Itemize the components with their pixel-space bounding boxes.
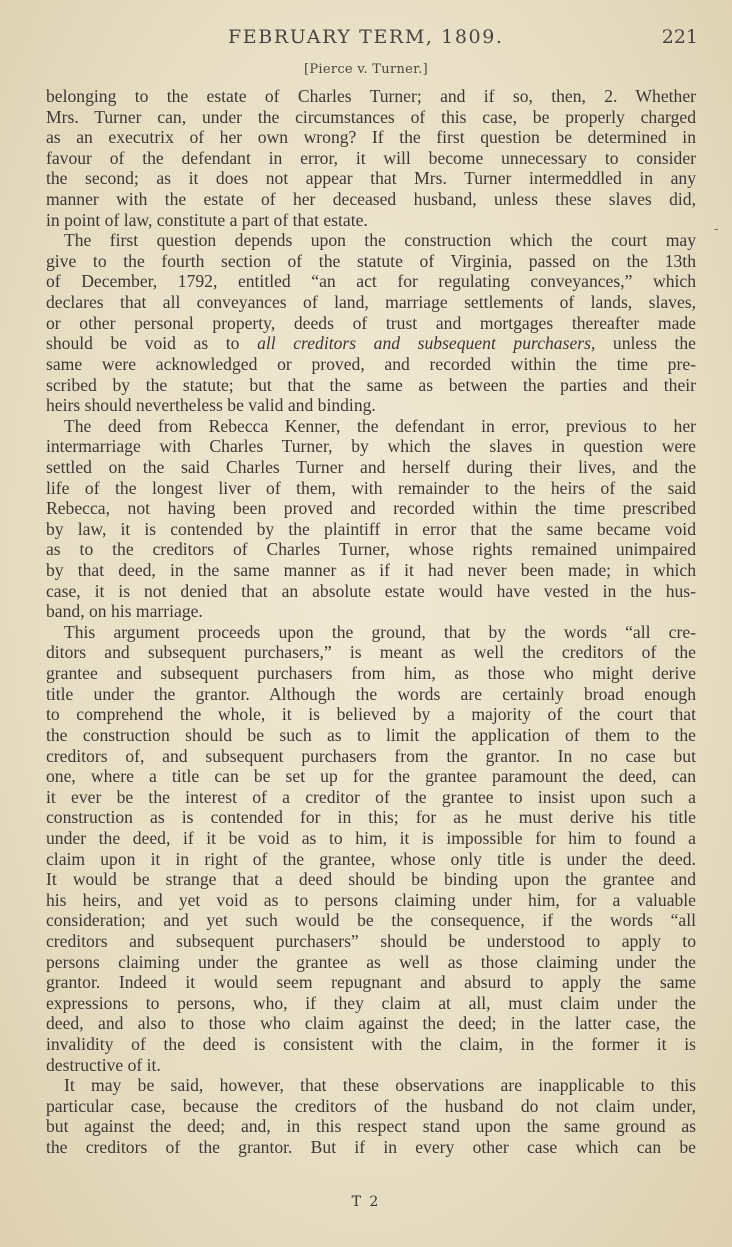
text-line: creditors of, and subsequent purchasers from the grantor. In no case but [46, 745, 696, 766]
text-line: expressions to persons, who, if they claim at all, must claim under the [46, 992, 696, 1013]
margin-mark: - [714, 222, 719, 237]
text-line: same were acknowledged or proved, and recorded within the time pre- [46, 353, 696, 374]
text-line: the construction should be such as to limit the application of them to the [46, 724, 696, 745]
text-line: grantee and subsequent purchasers from him, as those who might derive [46, 663, 696, 684]
text-line: consideration; and yet such would be the consequence, if the words “all [46, 910, 696, 931]
text-line: as to the creditors of Charles Turner, whose rights remained unimpaired [46, 539, 696, 560]
text-line: deed, and also to those who claim against the deed; in the latter case, the [46, 1013, 696, 1034]
text-line: particular case, because the creditors of the husband do not claim under, [46, 1095, 696, 1116]
text-line: settled on the said Charles Turner and herself during their lives, and the [46, 456, 696, 477]
text-line: ditors and subsequent purchasers,” is meant as well the creditors of the [46, 642, 696, 663]
text-line: The first question depends upon the construction which the court may [64, 230, 696, 251]
text-line: manner with the estate of her deceased husband, unless these slaves did, [46, 189, 696, 210]
page-number: 221 [661, 26, 698, 48]
text-line: Rebecca, not having been proved and recorded within the time prescribed [46, 498, 696, 519]
text-line: should be void as to all creditors and subsequent purchasers, unless the [46, 333, 696, 354]
text-line: belonging to the estate of Charles Turner; and if so, then, 2. Whether [46, 86, 696, 106]
text-line: It would be strange that a deed should be binding upon the grantee and [46, 869, 696, 890]
text-line: The deed from Rebecca Kenner, the defendant in error, previous to her [64, 415, 696, 436]
text-line: under the deed, if it be void as to him, it is impossible for him to found a [46, 827, 696, 848]
text-line: claim upon it in right of the grantee, whose only title is under the deed. [46, 848, 696, 869]
text-line: creditors and subsequent purchasers” should be understood to apply to [46, 930, 696, 951]
text-line: intermarriage with Charles Turner, by which the slaves in question were [46, 436, 696, 457]
text-line: heirs should nevertheless be valid and binding. [46, 395, 376, 416]
text-line: invalidity of the deed is consistent with the claim, in the former it is [46, 1034, 696, 1055]
text-line: band, on his marriage. [46, 601, 203, 622]
text-line: by law, it is contended by the plaintiff in error that the same became void [46, 518, 696, 539]
text-line: to comprehend the whole, it is believed by a majority of the court that [46, 704, 696, 725]
text-line: favour of the defendant in error, it will become unnecessary to consider [46, 147, 696, 168]
signature-mark: T 2 [351, 1194, 381, 1210]
text-line: grantor. Indeed it would seem repugnant and absurd to apply the same [46, 972, 696, 993]
text-line: by that deed, in the same manner as if it had never been made; in which [46, 560, 696, 581]
text-line: in point of law, constitute a part of that estate. [46, 209, 368, 230]
text-line: destructive of it. [46, 1054, 161, 1075]
text-line: his heirs, and yet void as to persons claiming under him, for a valuable [46, 889, 696, 910]
text-line: one, where a title can be set up for the grantee paramount the deed, can [46, 766, 696, 787]
text-line: construction as is contended for in this; for as he must derive his title [46, 807, 696, 828]
text-line: scribed by the statute; but that the same as between the parties and their [46, 374, 696, 395]
running-title: FEBRUARY TERM, 1809. [228, 26, 504, 48]
text-line: case, it is not denied that an absolute estate would have vested in the hus- [46, 580, 696, 601]
text-line: the second; as it does not appear that Mrs. Turner intermeddled in any [46, 168, 696, 189]
text-line: Mrs. Turner can, under the circumstances of this case, be properly charged [46, 106, 696, 127]
running-head [0, 26, 732, 50]
text-line: or other personal property, deeds of trust and mortgages thereafter made [46, 312, 696, 333]
text-line: give to the fourth section of the statute of Virginia, passed on the 13th [46, 250, 696, 271]
text-line: declares that all conveyances of land, marriage settlements of lands, slaves, [46, 292, 696, 313]
text-line: as an executrix of her own wrong? If the first question be determined in [46, 127, 696, 148]
text-line: It may be said, however, that these observations are inapplicable to this [64, 1075, 696, 1096]
text-line: persons claiming under the grantee as well as those claiming under the [46, 951, 696, 972]
text-line: but against the deed; and, in this respect stand upon the same ground as [46, 1116, 696, 1137]
text-line: the creditors of the grantor. But if in every other case which can be [46, 1137, 696, 1158]
text-line: This argument proceeds upon the ground, that by the words “all cre- [64, 621, 696, 642]
text-line: it ever be the interest of a creditor of the grantee to insist upon such a [46, 786, 696, 807]
body-text [46, 86, 696, 1158]
case-name: [Pierce v. Turner.] [303, 62, 429, 77]
text-line: of December, 1792, entitled “an act for regulating conveyances,” which [46, 271, 696, 292]
text-line: title under the grantor. Although the words are certainly broad enough [46, 683, 696, 704]
text-line: life of the longest liver of them, with remainder to the heirs of the said [46, 477, 696, 498]
